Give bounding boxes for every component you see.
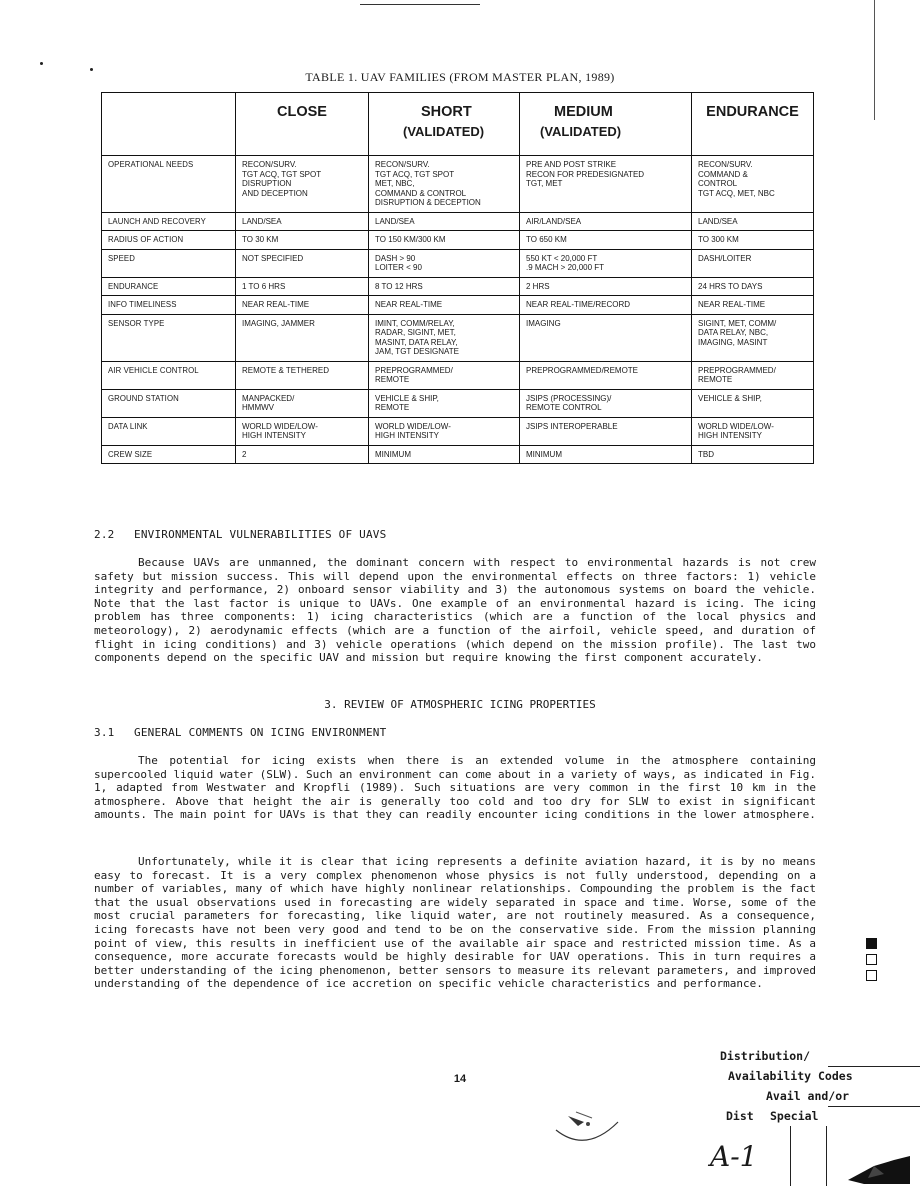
- row-label-cell: RADIUS OF ACTION: [102, 231, 236, 250]
- table-cell: 2 HRS: [520, 277, 692, 296]
- table-row: [102, 445, 814, 464]
- margin-checkboxes: [866, 938, 877, 986]
- table-cell: NEAR REAL-TIME: [369, 296, 520, 315]
- table-cell: LAND/SEA: [692, 212, 814, 231]
- table-cell: 550 KT < 20,000 FT .9 MACH > 20,000 FT: [520, 249, 692, 277]
- row-label-cell: INFO TIMELINESS: [102, 296, 236, 315]
- row-label-cell: DATA LINK: [102, 417, 236, 445]
- table-cell: TO 300 KM: [692, 231, 814, 250]
- table-cell: TBD: [692, 445, 814, 464]
- table-cell: MINIMUM: [369, 445, 520, 464]
- table-row: [102, 314, 814, 361]
- table-header-row: [102, 93, 814, 156]
- scan-speck: [40, 62, 43, 65]
- stamp-divider: [790, 1126, 791, 1186]
- row-label-cell: ENDURANCE: [102, 277, 236, 296]
- table-cell: NEAR REAL-TIME: [692, 296, 814, 315]
- table-cell: AIR/LAND/SEA: [520, 212, 692, 231]
- section-2-2-paragraph: Because UAVs are unmanned, the dominant concern with respect to environmental hazards is not crew safety but mission success. This will depend upon the environmental effects on three factors: 1) vehicle integrity and performance, 2) onboard sensor viability and 3) the autonomous systems on board the vehicle. Note that the last factor is unique to UAVs. One example of an environmental hazard is icing. The icing problem has three components: 1) icing characteristics (which are a function of the local physics and meteorology), 2) aerodynamic effects (which are a function of the airfoil, vehicle speed, and duration of flight in icing conditions) and 3) vehicle operations (which depend on the mission profile). The last two components depend on the specific UAV and mission but require knowing the first component accurately.: [94, 556, 816, 665]
- table-cell: JSIPS INTEROPERABLE: [520, 417, 692, 445]
- table-cell: TO 30 KM: [236, 231, 369, 250]
- table-cell: TO 650 KM: [520, 231, 692, 250]
- table-row: [102, 389, 814, 417]
- ink-blot-icon: [844, 1150, 914, 1186]
- table-cell: IMINT, COMM/RELAY, RADAR, SIGINT, MET, MASINT, DATA RELAY, JAM, TGT DESIGNATE: [369, 314, 520, 361]
- row-label-cell: CREW SIZE: [102, 445, 236, 464]
- table-row: [102, 212, 814, 231]
- top-rule: [360, 4, 480, 5]
- checkbox: [866, 970, 877, 981]
- section-number: 2.2: [94, 528, 115, 541]
- table-cell: 1 TO 6 HRS: [236, 277, 369, 296]
- section-number: 3.1: [94, 726, 115, 739]
- section-3-heading: 3. REVIEW OF ATMOSPHERIC ICING PROPERTIES: [324, 698, 596, 711]
- page-number: 14: [453, 1073, 467, 1085]
- checkbox: [866, 954, 877, 965]
- table-cell: PRE AND POST STRIKE RECON FOR PREDESIGNATED TGT, MET: [520, 156, 692, 213]
- row-label-cell: LAUNCH AND RECOVERY: [102, 212, 236, 231]
- table-cell: PREPROGRAMMED/ REMOTE: [692, 361, 814, 389]
- accession-stamp: [720, 1046, 910, 1126]
- section-title: GENERAL COMMENTS ON ICING ENVIRONMENT: [134, 726, 387, 739]
- table-row: [102, 156, 814, 213]
- table-cell: NOT SPECIFIED: [236, 249, 369, 277]
- table-cell: NEAR REAL-TIME: [236, 296, 369, 315]
- table-cell: 2: [236, 445, 369, 464]
- table-body: [102, 156, 814, 464]
- table-cell: IMAGING: [520, 314, 692, 361]
- table-cell: RECON/SURV. COMMAND & CONTROL TGT ACQ, MET, NBC: [692, 156, 814, 213]
- table-cell: LAND/SEA: [369, 212, 520, 231]
- stamp-line-availability: Availability Codes: [728, 1069, 853, 1083]
- section-2-2-heading: [94, 528, 386, 541]
- table-row: [102, 417, 814, 445]
- table-cell: RECON/SURV. TGT ACQ, TGT SPOT MET, NBC, COMMAND & CONTROL DISRUPTION & DECEPTION: [369, 156, 520, 213]
- stamp-line-avail: Avail and/or: [766, 1089, 850, 1103]
- table-row: [102, 231, 814, 250]
- table-row: [102, 361, 814, 389]
- table-cell: DASH/LOITER: [692, 249, 814, 277]
- table-cell: MINIMUM: [520, 445, 692, 464]
- section-3-1-heading: [94, 726, 386, 739]
- table-cell: MANPACKED/ HMMWV: [236, 389, 369, 417]
- table-row: [102, 277, 814, 296]
- table-cell: PREPROGRAMMED/REMOTE: [520, 361, 692, 389]
- seal-icon: [548, 1096, 628, 1156]
- checkbox-checked: [866, 938, 877, 949]
- table-cell: 24 HRS TO DAYS: [692, 277, 814, 296]
- row-label-cell: SENSOR TYPE: [102, 314, 236, 361]
- stamp-line-dist: Dist Special: [726, 1109, 819, 1123]
- table-row: [102, 296, 814, 315]
- header-cell-close: CLOSE: [236, 93, 369, 156]
- table-cell: SIGINT, MET, COMM/ DATA RELAY, NBC, IMAGING, MASINT: [692, 314, 814, 361]
- table-cell: WORLD WIDE/LOW- HIGH INTENSITY: [369, 417, 520, 445]
- stamp-line-distribution: Distribution/: [720, 1049, 811, 1063]
- header-cell-endurance: ENDURANCE: [692, 93, 814, 156]
- row-label-cell: SPEED: [102, 249, 236, 277]
- table-cell: REMOTE & TETHERED: [236, 361, 369, 389]
- header-cell-short: SHORT (VALIDATED): [369, 93, 520, 156]
- section-title: ENVIRONMENTAL VULNERABILITIES OF UAVS: [134, 528, 387, 541]
- table-cell: TO 150 KM/300 KM: [369, 231, 520, 250]
- table-cell: PREPROGRAMMED/ REMOTE: [369, 361, 520, 389]
- table-cell: DASH > 90 LOITER < 90: [369, 249, 520, 277]
- stamp-rule: [828, 1106, 920, 1107]
- table-cell: 8 TO 12 HRS: [369, 277, 520, 296]
- row-label-cell: AIR VEHICLE CONTROL: [102, 361, 236, 389]
- table-cell: JSIPS (PROCESSING)/ REMOTE CONTROL: [520, 389, 692, 417]
- table-caption: TABLE 1. UAV FAMILIES (FROM MASTER PLAN, 1989): [305, 70, 615, 84]
- row-label-cell: GROUND STATION: [102, 389, 236, 417]
- section-3-1-paragraph-2: Unfortunately, while it is clear that icing represents a definite aviation hazard, it is by no means easy to forecast. It is a very complex phenomenon whose physics is not fully understood, depending on a number of variables, many of which have highly nonlinear relationships. Compounding the problem is the fact that the usual observations used in forecasting are widely separated in space and time. Worse, some of the most crucial parameters for forecasting, like liquid water, are not routinely measured. As a consequence, icing forecasts have not been very good and tend to be on the conservative side. From the mission planning point of view, this results in inefficient use of the available air space and restricted mission time. As a consequence, more accurate forecasts would be highly desirable for UAV operations. This in turn requires a better understanding of the icing phenomenon, better sensors to measure its relevant parameters, and improved understanding of the dependence of ice accretion on specific vehicle characteristics and performance.: [94, 855, 816, 991]
- table-cell: VEHICLE & SHIP,: [692, 389, 814, 417]
- table-cell: WORLD WIDE/LOW- HIGH INTENSITY: [692, 417, 814, 445]
- table-row: [102, 249, 814, 277]
- stamp-rule: [828, 1066, 920, 1067]
- table-cell: NEAR REAL-TIME/RECORD: [520, 296, 692, 315]
- scan-edge-line: [874, 0, 875, 120]
- header-cell-medium: MEDIUM (VALIDATED): [520, 93, 692, 156]
- uav-families-table: [101, 92, 814, 464]
- table-cell: RECON/SURV. TGT ACQ, TGT SPOT DISRUPTION AND DECEPTION: [236, 156, 369, 213]
- handwritten-code: A-1: [710, 1140, 758, 1173]
- stamp-divider: [826, 1126, 827, 1186]
- table-cell: LAND/SEA: [236, 212, 369, 231]
- table-cell: IMAGING, JAMMER: [236, 314, 369, 361]
- table-cell: VEHICLE & SHIP, REMOTE: [369, 389, 520, 417]
- section-3-1-paragraph-1: The potential for icing exists when there is an extended volume in the atmosphere containing supercooled liquid water (SLW). Such an environment can come about in a variety of ways, as indicated in Fig. 1, adapted from Westwater and Kropfli (1989). Such situations are very common in the first 10 km in the atmosphere. Above that height the air is generally too cold and too dry for SLW to exist in significant amounts. The main point for UAVs is that they can readily encounter icing conditions in the lower atmosphere.: [94, 754, 816, 822]
- header-cell-empty: [102, 93, 236, 156]
- table-cell: WORLD WIDE/LOW- HIGH INTENSITY: [236, 417, 369, 445]
- row-label-cell: OPERATIONAL NEEDS: [102, 156, 236, 213]
